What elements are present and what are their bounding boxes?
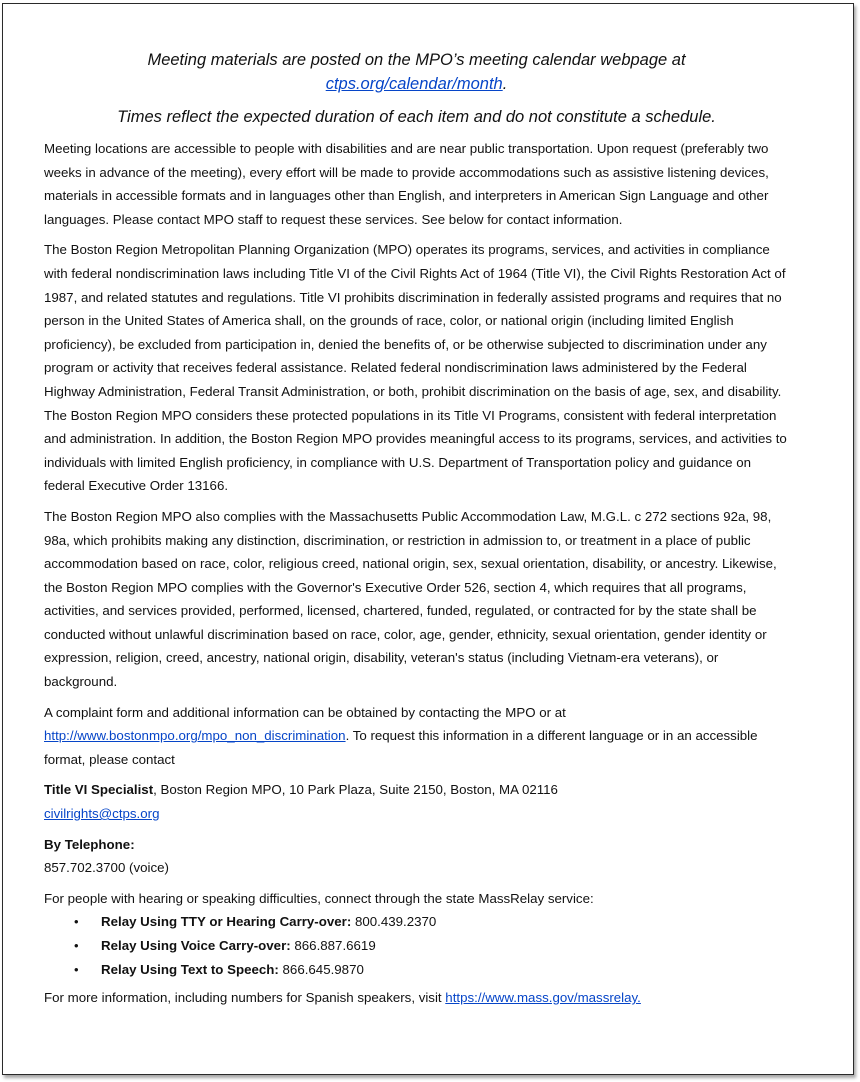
- complaint-text-end: . To request this information in a different language or in an accessible format, please contact: [44, 728, 758, 767]
- bullet-icon: •: [74, 914, 79, 930]
- relay-item-label: Relay Using Text to Speech:: [101, 961, 279, 977]
- massrelay-link[interactable]: https://www.mass.gov/massrelay.: [445, 990, 641, 1006]
- nondiscrimination-link[interactable]: http://www.bostonmpo.org/mpo_non_discrimination: [44, 728, 346, 744]
- relay-item-voice: [74, 934, 789, 958]
- relay-item-number: 866.645.9870: [278, 961, 364, 977]
- title-vi-paragraph: The Boston Region Metropolitan Planning Organization (MPO) operates its programs, services, and activities in compliance with federal nondiscrimination laws including Title VI of the Civil Rights Act of 1964 (Title VI), the Civil Rights Restoration Act of 1987, and related statutes and regulations. Title VI prohibits discrimination in federally assisted programs and requires that no person in the United States of America shall, on the grounds of race, color, or national origin (including limited English proficiency), be excluded from participation in, denied the benefits of, or be otherwise subjected to discrimination under any program or activity that receives federal assistance. Related federal nondiscrimination laws administered by the Federal Highway Administration, Federal Transit Administration, or both, prohibit discrimination on the basis of age, sex, and disability. The Boston Region MPO considers these protected populations in its Title VI Programs, consistent with federal interpretation and administration. In addition, the Boston Region MPO provides meaningful access to its programs, services, and activities to individuals with limited English proficiency, in compliance with U.S. Department of Transportation policy and guidance on federal Executive Order 13166.: [44, 242, 787, 494]
- bullet-icon: •: [74, 961, 79, 977]
- meeting-materials-text: Meeting materials are posted on the MPO’s meeting calendar webpage at: [147, 51, 686, 69]
- relay-item-number: 800.439.2370: [351, 914, 437, 930]
- relay-item-number: 866.887.6619: [290, 938, 376, 953]
- calendar-link[interactable]: ctps.org/calendar/month: [325, 75, 503, 93]
- document-content: [44, 48, 789, 1010]
- relay-list: [44, 910, 789, 981]
- accessibility-paragraph: Meeting locations are accessible to people with disabilities and are near public transportation. Upon request (preferably two weeks in advance of the meeting), every effort will be made to provide accommodations such as assistive listening devices, materials in accessible formats and in languages other than English, and interpreters in American Sign Language and other languages. Please contact MPO staff to request these services. See below for contact information.: [44, 141, 769, 227]
- relay-item-text-to-speech: [74, 958, 789, 982]
- more-info-line: [44, 986, 789, 1010]
- complaint-text-start: A complaint form and additional information can be obtained by contacting the MPO or at: [44, 704, 566, 720]
- relay-item-label: Relay Using Voice Carry-over:: [101, 938, 291, 953]
- civil-rights-email-link[interactable]: civilrights@ctps.org: [44, 806, 160, 822]
- voice-number: 857.702.3700 (voice): [44, 860, 169, 876]
- more-info-text: For more information, including numbers for Spanish speakers, visit: [44, 990, 446, 1006]
- relay-item-tty: [74, 910, 789, 934]
- specialist-address: , Boston Region MPO, 10 Park Plaza, Suite 2150, Boston, MA 02116: [153, 782, 558, 798]
- telephone-heading: By Telephone:: [44, 836, 135, 852]
- specialist-contact: [44, 778, 789, 825]
- meeting-materials-period: .: [502, 75, 508, 93]
- specialist-label: Title VI Specialist: [44, 782, 154, 798]
- complaint-paragraph: [44, 701, 789, 772]
- relay-intro: For people with hearing or speaking difficulties, connect through the state MassRelay service:: [44, 890, 594, 906]
- meeting-materials-notice: [44, 48, 789, 96]
- telephone-section: [44, 833, 789, 880]
- massachusetts-law-paragraph: The Boston Region MPO also complies with the Massachusetts Public Accommodation Law, M.G.L. c 272 sections 92a, 98, 98a, which prohibits making any distinction, discrimination, or restriction in admission to, or treatment in a place of public accommodation based on race, color, religious creed, national origin, sex, sexual orientation, disability, or ancestry. Likewise, the Boston Region MPO complies with the Governor's Executive Order 526, section 4, which requires that all programs, activities, and services provided, performed, licensed, chartered, funded, regulated, or contracted for by the state shall be conducted without unlawful discrimination based on race, color, age, gender, ethnicity, sexual orientation, gender identity or expression, religion, creed, ancestry, national origin, disability, veteran's status (including Vietnam-era veterans), or background.: [44, 508, 777, 690]
- bullet-icon: •: [74, 938, 79, 953]
- duration-disclaimer: Times reflect the expected duration of each item and do not constitute a schedule.: [117, 108, 716, 126]
- document-page: [2, 3, 854, 1075]
- relay-item-label: Relay Using TTY or Hearing Carry-over:: [101, 914, 352, 930]
